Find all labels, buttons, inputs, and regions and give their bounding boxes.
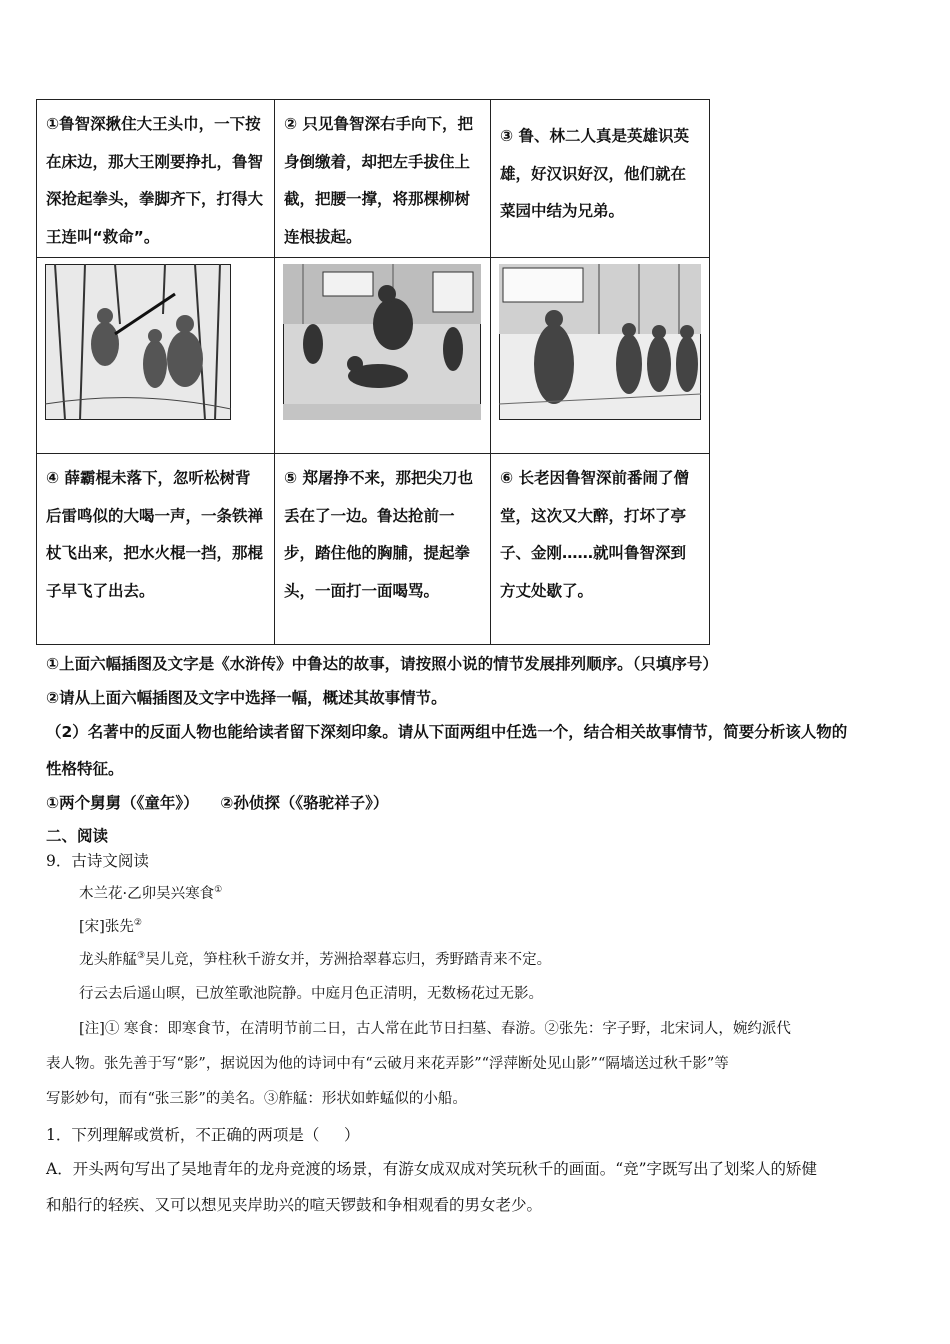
- image-cell-2: [275, 258, 491, 454]
- image-cell-3: [491, 258, 710, 454]
- poem-author-note: ②: [133, 918, 142, 929]
- poem-title-note: ①: [214, 885, 223, 896]
- cell-6-text: ⑥ 长老因鲁智深前番闹了僧堂，这次又大醉，打坏了亭子、金刚……就叫鲁智深到方丈处歇了。: [500, 469, 690, 600]
- cell-1-text: ①鲁智深揪住大王头巾，一下按在床边，那大王刚要挣扎，鲁智深抢起拳头，拳脚齐下，打得大王连叫“救命”。: [46, 115, 264, 246]
- poem-author-text: [宋]张先: [79, 919, 134, 935]
- mc-option-a-line1: A．开头两句写出了吴地青年的龙舟竞渡的场景，有游女成双成对笑玩秋千的画面。“竞”字既写出了划桨人的矫健: [46, 1160, 818, 1178]
- cell-4-text: ④ 薛霸棍未落下，忽听松树背后雷鸣似的大喝一声，一条铁禅杖飞出来，把水火棍一挡，那棍子早飞了出去。: [46, 469, 264, 600]
- cell-4: [37, 454, 275, 645]
- poem-title-text: 木兰花·乙卯吴兴寒食: [79, 886, 215, 902]
- cell-2-text: ② 只见鲁智深右手向下，把身倒缴着，却把左手拔住上截，把腰一撑，将那棵柳树连根拔起。: [284, 115, 474, 246]
- poem-line-1b: 吴儿竞，笋柱秋千游女并，芳洲拾翠暮忘归，秀野踏青来不定。: [145, 952, 552, 968]
- cell-3: [491, 100, 710, 258]
- mc-stem: 1．下列理解或赏析，不正确的两项是（ ）: [46, 1126, 360, 1144]
- question-options: ①两个舅舅（《童年》） ②孙侦探（《骆驼祥子》）: [46, 794, 389, 812]
- cell-5: [275, 454, 491, 645]
- cell-5-text: ⑤ 郑屠挣不来，那把尖刀也丢在了一边。鲁达抢前一步，踏住他的胸脯，提起拳头，一面打一面喝骂。: [284, 469, 474, 600]
- poem-line-1a: 龙头舴艋: [79, 952, 137, 968]
- illustration-table: [36, 99, 710, 645]
- section-heading: 二、阅读: [46, 827, 109, 845]
- illustration-fight-image: [283, 264, 481, 420]
- question-summary: ②请从上面六幅插图及文字中选择一幅，概述其故事情节。: [46, 689, 447, 707]
- cell-3-text: ③ 鲁、林二人真是英雄识英雄，好汉识好汉，他们就在菜园中结为兄弟。: [500, 127, 690, 220]
- question-9-heading: 9．古诗文阅读: [46, 852, 149, 870]
- question-order: ①上面六幅插图及文字是《水浒传》中鲁达的故事，请按照小说的情节发展排列顺序。（只填序号）: [46, 655, 718, 673]
- question-villain-line1: （2）名著中的反面人物也能给读者留下深刻印象。请从下面两组中任选一个，结合相关故事情节，简要分析该人物的: [46, 723, 848, 741]
- poem-note-3: 写影妙句，而有“张三影”的美名。③舴艋：形状如蚱蜢似的小船。: [46, 1091, 467, 1107]
- cell-1: [37, 100, 275, 258]
- poem-line-1: [79, 948, 551, 969]
- illustration-forest-image: [45, 264, 231, 420]
- image-cell-1: [37, 258, 275, 454]
- poem-note-1: [注]① 寒食：即寒食节，在清明节前二日，古人常在此节日扫墓、春游。②张先：字子野，北宋词人，婉约派代: [79, 1021, 791, 1037]
- poem-note-2: 表人物。张先善于写“影”，据说因为他的诗词中有“云破月来花弄影”“浮萍断处见山影”“隔墙送过秋千影”等: [46, 1056, 729, 1072]
- question-villain-line2: 性格特征。: [46, 760, 124, 778]
- poem-line-1-note: ③: [137, 951, 146, 962]
- cell-2: [275, 100, 491, 258]
- poem-line-2: 行云去后遥山暝，已放笙歌池院静。中庭月色正清明，无数杨花过无影。: [79, 986, 543, 1002]
- mc-option-a-line2: 和船行的轻疾、又可以想见夹岸助兴的喧天锣鼓和争相观看的男女老少。: [46, 1196, 543, 1214]
- poem-title: [79, 882, 222, 903]
- cell-6: [491, 454, 710, 645]
- illustration-monastery-image: [499, 264, 701, 420]
- poem-author: [79, 915, 142, 936]
